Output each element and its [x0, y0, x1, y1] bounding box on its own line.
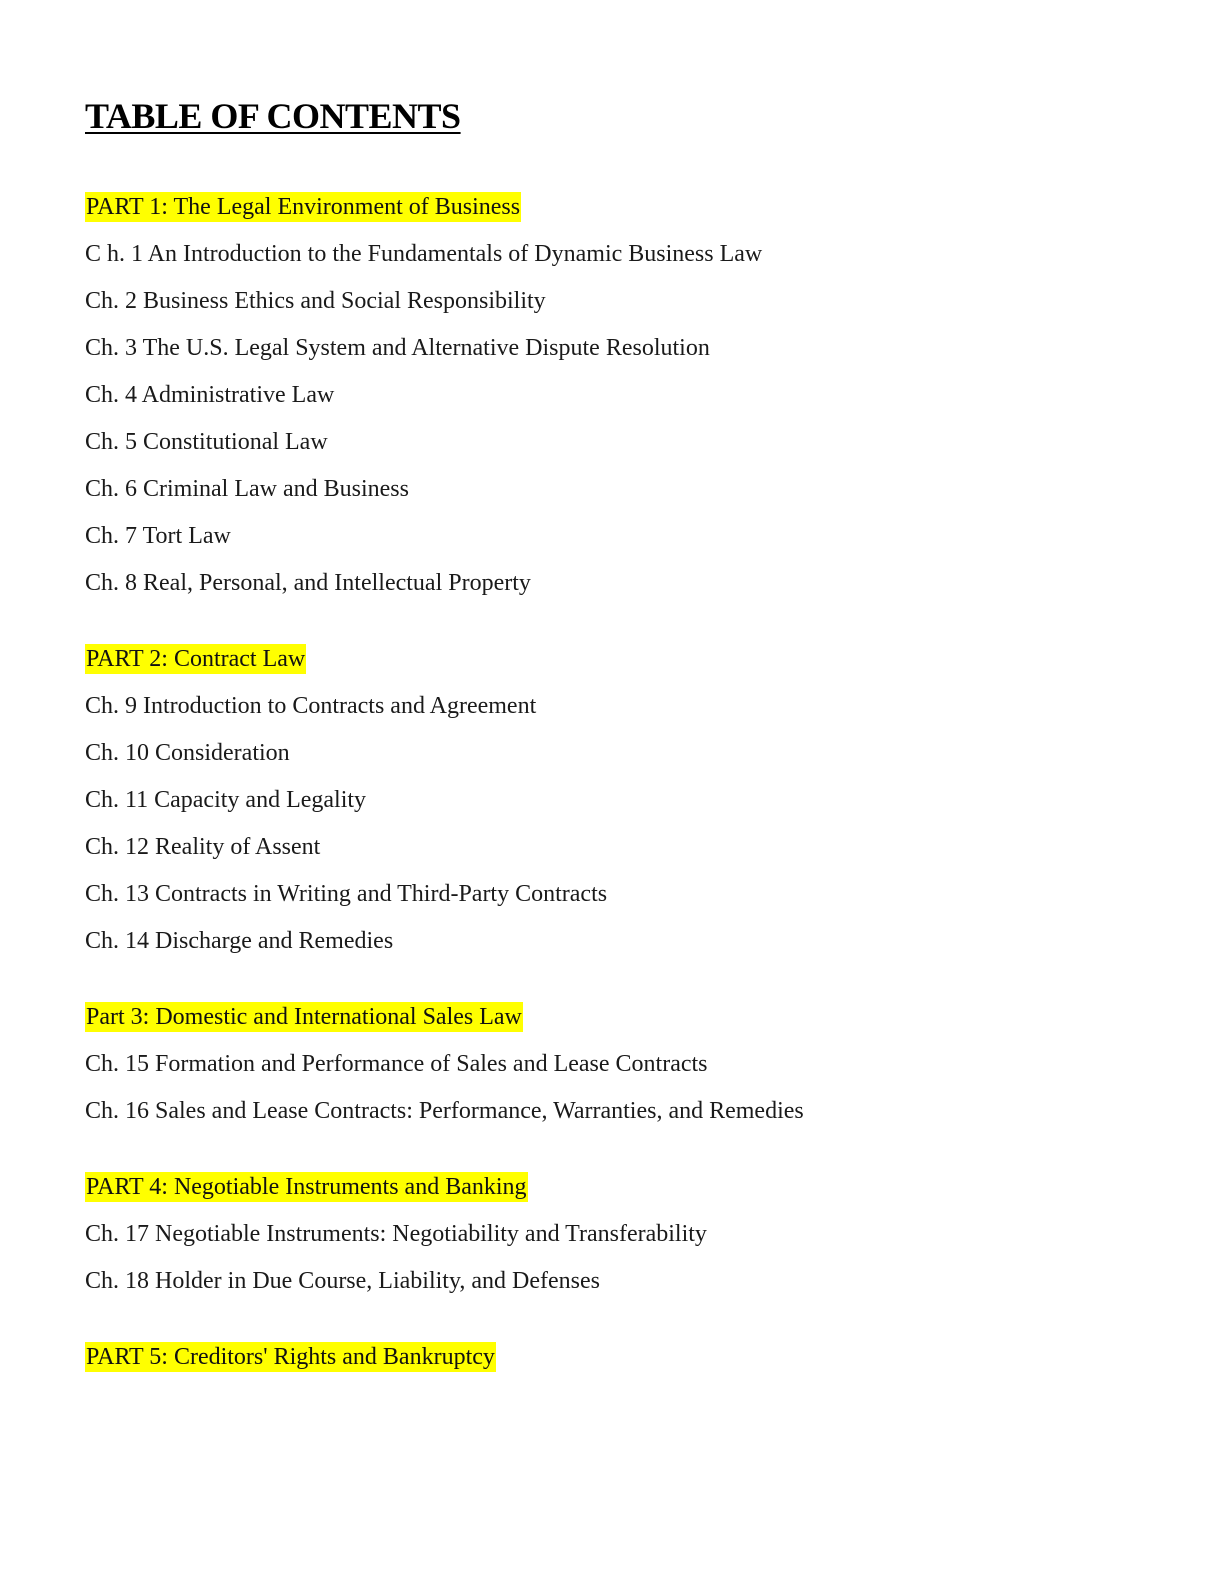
- part-1: [85, 192, 1164, 598]
- part-5: [85, 1342, 1164, 1389]
- chapter-list: [85, 239, 1164, 598]
- chapter-item: Ch. 18 Holder in Due Course, Liability, and Defenses: [85, 1268, 601, 1294]
- chapter-item: Ch. 16 Sales and Lease Contracts: Performance, Warranties, and Remedies: [85, 1098, 804, 1124]
- chapter-item: Ch. 7 Tort Law: [85, 523, 231, 549]
- part-4: [85, 1172, 1164, 1296]
- chapter-item: Ch. 4 Administrative Law: [85, 382, 335, 408]
- part-heading: PART 1: The Legal Environment of Business: [86, 194, 521, 220]
- chapter-item: Ch. 9 Introduction to Contracts and Agreement: [85, 693, 537, 719]
- chapter-item: Ch. 17 Negotiable Instruments: Negotiability and Transferability: [85, 1221, 707, 1247]
- toc-title: TABLE OF CONTENTS: [85, 96, 461, 136]
- chapter-item: Ch. 10 Consideration: [85, 740, 290, 766]
- chapter-list: [85, 1219, 1164, 1296]
- chapter-list: [85, 1049, 1164, 1126]
- part-heading: PART 2: Contract Law: [86, 646, 306, 672]
- part-heading: PART 5: Creditors' Rights and Bankruptcy: [86, 1344, 495, 1370]
- part-heading: PART 4: Negotiable Instruments and Banking: [86, 1174, 527, 1200]
- part-2: [85, 644, 1164, 956]
- chapter-item: Ch. 8 Real, Personal, and Intellectual Property: [85, 570, 531, 596]
- document-page: [85, 92, 1164, 1389]
- chapter-item: Ch. 5 Constitutional Law: [85, 429, 328, 455]
- chapter-item: Ch. 15 Formation and Performance of Sales and Lease Contracts: [85, 1051, 708, 1077]
- chapter-item: Ch. 2 Business Ethics and Social Responsibility: [85, 288, 546, 314]
- chapter-item: Ch. 13 Contracts in Writing and Third-Party Contracts: [85, 881, 608, 907]
- chapter-item: Ch. 11 Capacity and Legality: [85, 787, 367, 813]
- chapter-item: C h. 1 An Introduction to the Fundamentals of Dynamic Business Law: [85, 241, 763, 267]
- chapter-item: Ch. 12 Reality of Assent: [85, 834, 321, 860]
- chapter-item: Ch. 3 The U.S. Legal System and Alternative Dispute Resolution: [85, 335, 710, 361]
- chapter-list: [85, 691, 1164, 956]
- chapter-item: Ch. 6 Criminal Law and Business: [85, 476, 409, 502]
- chapter-item: Ch. 14 Discharge and Remedies: [85, 928, 394, 954]
- part-heading: Part 3: Domestic and International Sales Law: [86, 1004, 522, 1030]
- part-3: [85, 1002, 1164, 1126]
